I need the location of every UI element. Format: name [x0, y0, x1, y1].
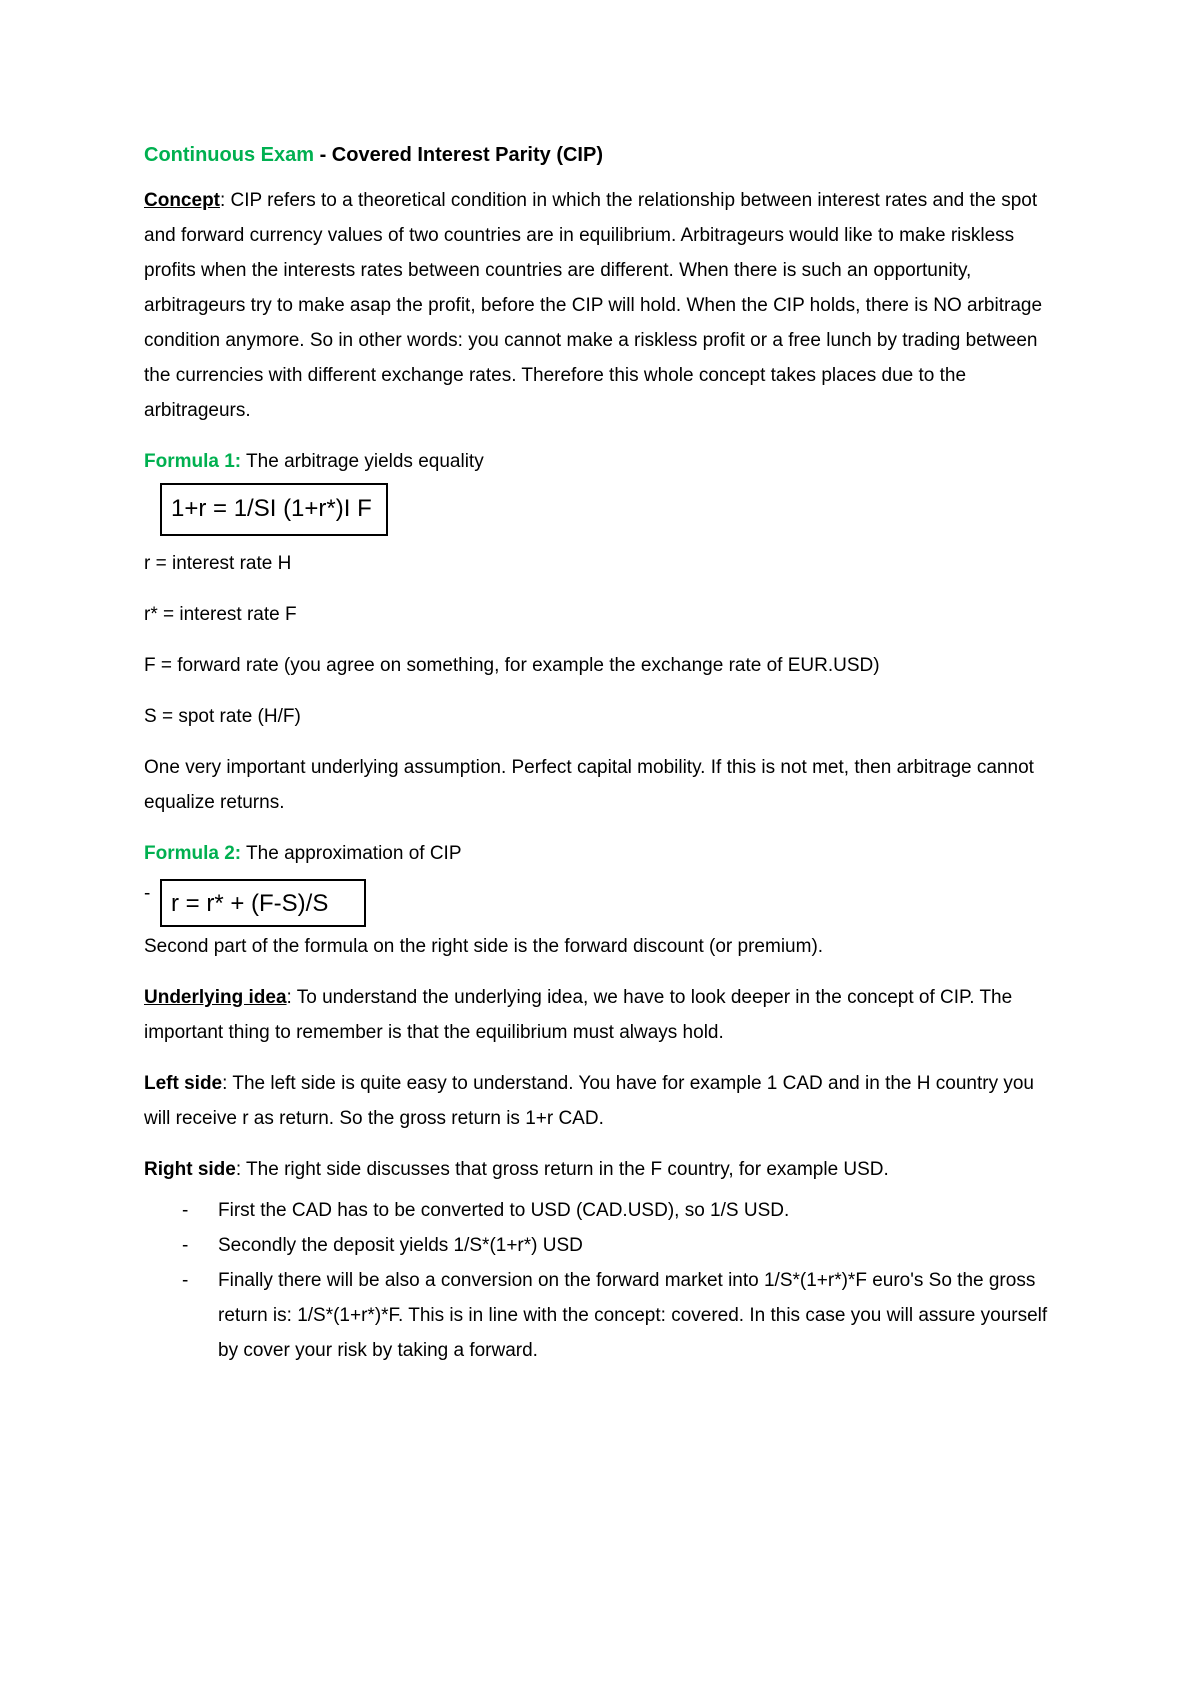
underlying-idea-label: Underlying idea — [144, 987, 287, 1008]
definition-item: S = spot rate (H/F) — [144, 706, 301, 727]
formula1-label: Formula 1: — [144, 451, 242, 472]
list-item-text: Secondly the deposit yields 1/S*(1+r*) USD — [218, 1235, 583, 1256]
formula1-text: The arbitrage yields equality — [241, 451, 484, 472]
page-title — [144, 138, 1064, 173]
right-side-text: : The right side discusses that gross return in the F country, for example USD. — [235, 1159, 889, 1180]
underlying-idea-text: : To understand the underlying idea, we have to look deeper in the concept of CIP. The important thing to remember is that the equilibrium must always hold. — [144, 987, 1013, 1043]
left-side-label: Left side — [144, 1073, 223, 1094]
list-dash: - — [182, 1235, 189, 1256]
list-dash: - — [182, 1270, 189, 1291]
definitions-list — [144, 546, 1064, 734]
formula2-container — [144, 879, 1064, 929]
left-side-text: : The left side is quite easy to understand. You have for example 1 CAD and in the H country you will receive r as return. So the gross return is 1+r CAD. — [144, 1073, 1034, 1129]
document-page — [144, 138, 1064, 1368]
formula2-heading — [144, 836, 1064, 871]
title-exam-label: Continuous Exam — [144, 144, 315, 166]
list-item — [144, 1228, 1064, 1263]
concept-paragraph — [144, 183, 1064, 428]
underlying-idea-paragraph — [144, 980, 1064, 1050]
list-item — [144, 1263, 1064, 1368]
concept-label: Concept — [144, 190, 220, 211]
list-item-text: First the CAD has to be converted to USD (CAD.USD), so 1/S USD. — [218, 1200, 790, 1221]
concept-text: : CIP refers to a theoretical condition in which the relationship between interest rates and the spot and forward currency values of two countries are in equilibrium. Arbitrageurs would like to make riskless profits when the interests rates between countries are different. When there is such an opportunity, arbitrageurs try to make asap the profit, before the CIP will hold. When the CIP holds, there is NO arbitrage condition anymore. So in other words: you cannot make a riskless profit or a free lunch by trading between the currencies with different exchange rates. Therefore this whole concept takes places due to the arbitrageurs. — [144, 190, 1043, 421]
formula1-box: 1+r = 1/SΙ (1+r*)Ι F — [160, 483, 388, 536]
list-dash: - — [182, 1200, 189, 1221]
right-side-label: Right side — [144, 1159, 236, 1180]
list-item-text: Finally there will be also a conversion on the forward market into 1/S*(1+r*)*F euro's So the gross return is: 1/S*(1+r*)*F. This is in line with the concept: covered. In this case you will assure yourself by cover your risk by taking a forward. — [218, 1270, 1048, 1361]
assumption-paragraph: One very important underlying assumption. Perfect capital mobility. If this is not met, then arbitrage cannot equalize returns. — [144, 757, 1034, 813]
formula2-text: The approximation of CIP — [241, 843, 462, 864]
formula2-note: Second part of the formula on the right side is the forward discount (or premium). — [144, 936, 824, 957]
definition-item: r* = interest rate F — [144, 604, 297, 625]
right-side-paragraph — [144, 1152, 1064, 1187]
formula2-box: r = r* + (F-S)/S — [160, 879, 366, 927]
formula1-heading — [144, 444, 1064, 479]
title-topic: - Covered Interest Parity (CIP) — [314, 144, 603, 166]
steps-list — [144, 1193, 1064, 1368]
definition-item: F = forward rate (you agree on something, for example the exchange rate of EUR.USD) — [144, 655, 880, 676]
definition-item: r = interest rate H — [144, 553, 292, 574]
list-item — [144, 1193, 1064, 1228]
formula1-container — [160, 483, 1064, 536]
formula2-dash: - — [144, 883, 151, 904]
formula2-label: Formula 2: — [144, 843, 242, 864]
left-side-paragraph — [144, 1066, 1064, 1136]
